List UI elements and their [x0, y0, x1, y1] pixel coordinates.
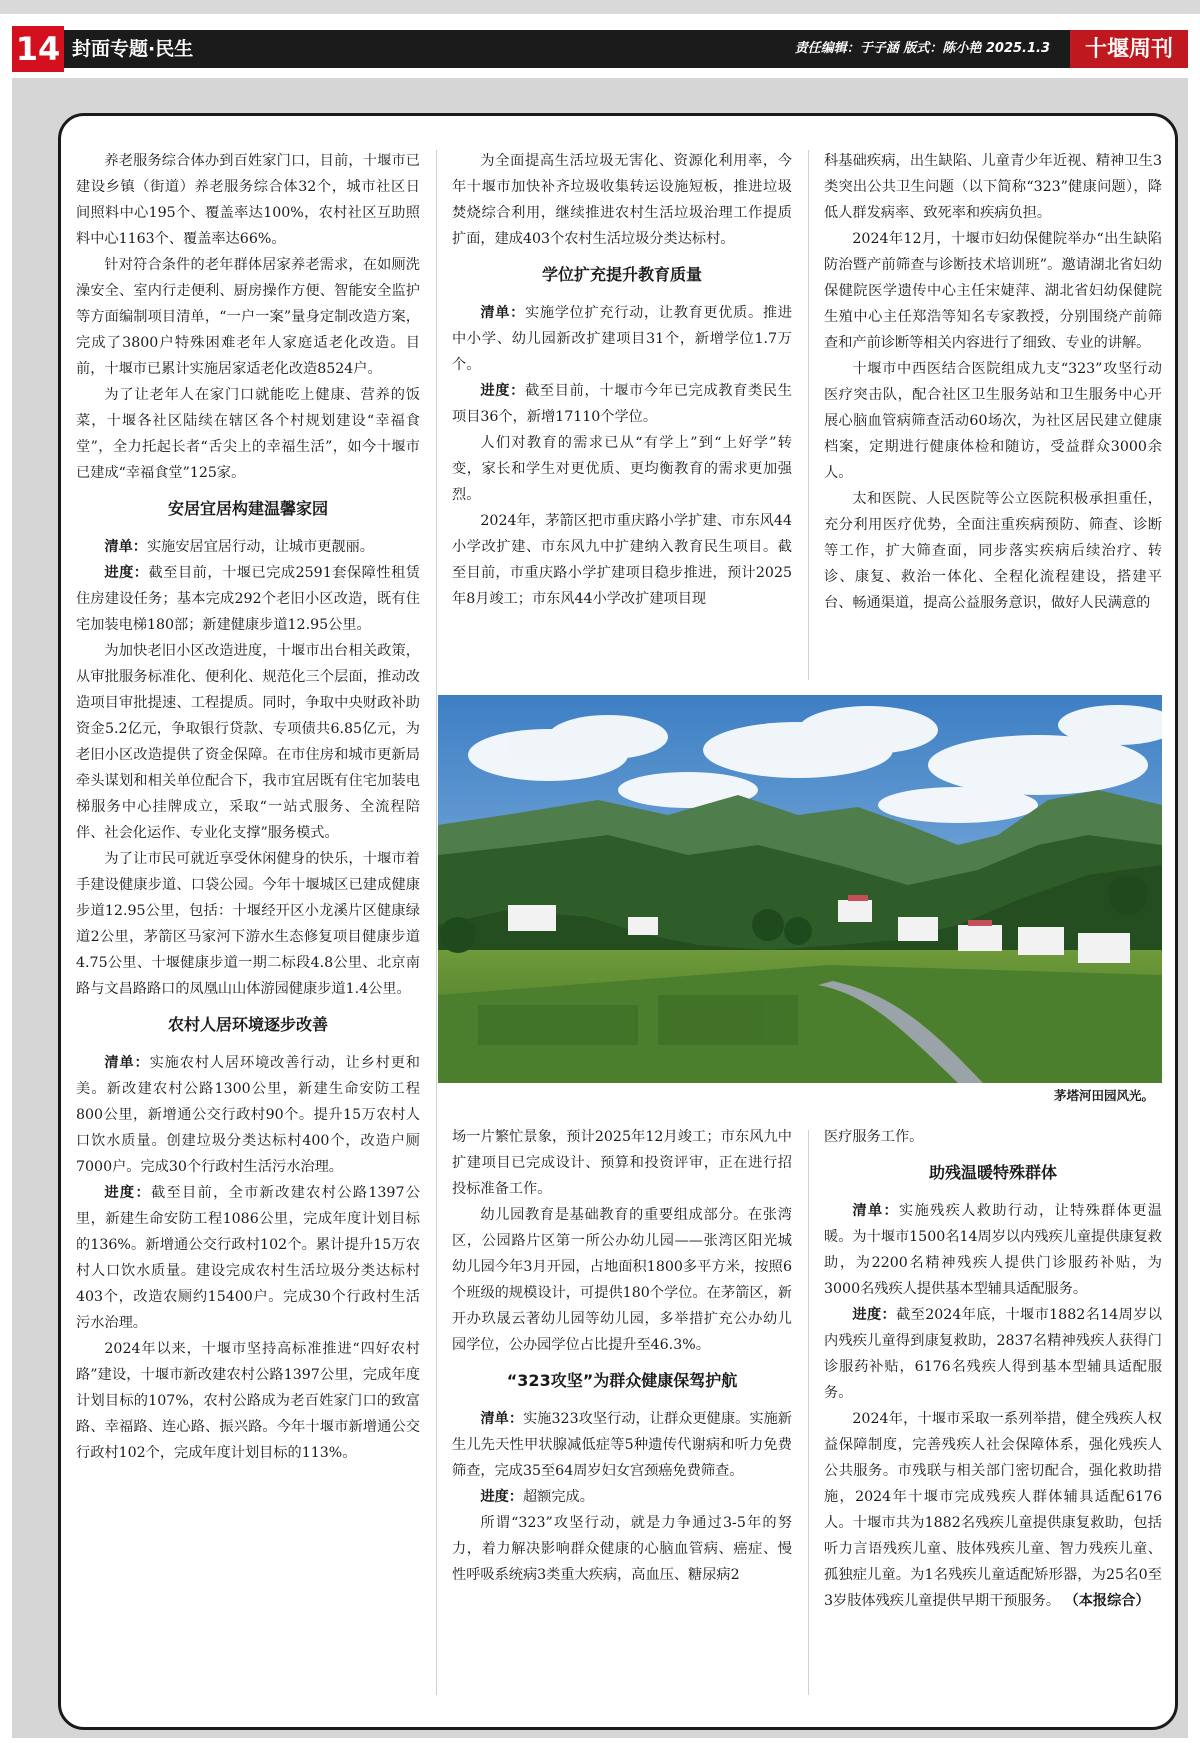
subheading-housing: 安居宜居构建温馨家园 [167, 499, 328, 518]
photo-caption: 茅塔河田园风光。 [1053, 1088, 1154, 1103]
paragraph: 科基础疾病，出生缺陷、儿童青少年近视、精神卫生3类突出公共卫生问题（以下简称“323”健康问题），降低人群发病率、致死率和疾病负担。 [824, 153, 1162, 221]
photo-illustration [438, 695, 1162, 1083]
paragraph: 为了让市民可就近享受休闲健身的快乐，十堰市着手建设健康步道、口袋公园。今年十堰城区已建成健康步道12.95公里，包括：十堰经开区小龙溪片区健康绿道2公里，茅箭区马家河下游水生态修复项目健康步道4.75公里、十堰健康步道一期二标段4.8公里、北京南路与文昌路路口的凤凰山山体游园健康步道1.4公里。 [76, 851, 420, 997]
progress-paragraph [452, 1484, 792, 1510]
progress-text: 截至目前，十堰市今年已完成教育类民生项目36个，新增17110个学位。 [452, 383, 792, 425]
progress-label: 进度： [104, 565, 149, 581]
list-text: 实施323攻坚行动，让群众更健康。实施新生儿先天性甲状腺减低症等5种遗传代谢病和听力免费筛查，完成35至64周岁妇女宫颈癌免费筛查。 [452, 1411, 792, 1479]
list-label: 清单： [480, 305, 525, 321]
paragraph: 为了让老年人在家门口就能吃上健康、营养的饭菜，十堰各社区陆续在辖区各个村规划建设“幸福食堂”，全力托起长者“舌尖上的幸福生活”，如今十堰市已建成“幸福食堂”125家。 [76, 387, 420, 481]
section-title: 封面专题·民生 [72, 38, 194, 60]
paragraph: 针对符合条件的老年群体居家养老需求，在如厕洗澡安全、室内行走便利、厨房操作方便、智能安全监护等方面编制项目清单，“一户一案”量身定制改造方案，完成了3800户特殊困难老年人家庭适老化改造。目前，十堰市已累计实施居家适老化改造8524户。 [76, 257, 420, 377]
paragraph-text: 2024年，十堰市采取一系列举措，健全残疾人权益保障制度，完善残疾人社会保障体系，强化残疾人公共服务。市残联与相关部门密切配合，强化救助措施，2024年十堰市完成残疾人群体辅具适配6176人。十堰市共为1882名残疾儿童提供康复救助，包括听力言语残疾儿童、肢体残疾儿童、智力残疾儿童、孤独症儿童。为1名残疾儿童适配矫形器，为25名0至3岁肢体残疾儿童提供早期干预服务。 [824, 1411, 1162, 1609]
page-number: 14 [12, 26, 64, 72]
paragraph: 幼儿园教育是基础教育的重要组成部分。在张湾区，公园路片区第一所公办幼儿园——张湾区阳光城幼儿园今年3月开园，占地面积1800多平方米，按照6个班级的规模设计，可提供180个学位。在茅箭区，新开办玖晟云著幼儿园等幼儿园，多举措扩充公办幼儿园学位，公办园学位占比提升至46.3%。 [452, 1207, 792, 1353]
subheading-health: “323攻坚”为群众健康保驾护航 [506, 1371, 738, 1390]
article-signature: （本报综合） [1064, 1593, 1150, 1609]
column-2-lower [452, 1124, 792, 1588]
subheading-rural: 农村人居环境逐步改善 [167, 1015, 328, 1034]
column-divider [436, 150, 437, 1695]
list-paragraph [452, 1406, 792, 1484]
paragraph: 2024年以来，十堰市坚持高标准推进“四好农村路”建设，十堰市新改建农村公路1397公里，完成年度计划目标的107%，农村公路成为老百姓家门口的致富路、幸福路、连心路、振兴路。今年十堰市新增通公交行政村102个，完成年度计划目标的113%。 [76, 1341, 420, 1461]
paragraph: 十堰市中西医结合医院组成九支“323”攻坚行动医疗突击队，配合社区卫生服务站和卫生服务中心开展心脑血管病筛查活动60场次，为社区居民建立健康档案，定期进行健康体检和随访，受益群众3000余人。 [824, 361, 1162, 481]
progress-paragraph [824, 1302, 1162, 1406]
list-text: 实施农村人居环境改善行动，让乡村更和美。新改建农村公路1300公里，新建生命安防工程800公里，新增通公交行政村90个。提升15万农村人口饮水质量。创建垃圾分类达标村400个，改造户厕7000户。完成30个行政村生活污水治理。 [76, 1055, 420, 1175]
list-label: 清单： [104, 539, 147, 555]
progress-text: 超额完成。 [522, 1489, 594, 1505]
list-paragraph [76, 534, 420, 560]
column-3-lower [824, 1124, 1162, 1614]
list-text: 实施残疾人救助行动，让特殊群体更温暖。为十堰市1500名14周岁以内残疾儿童提供康复救助，为2200名精神残疾人提供门诊服药补贴，为3000名残疾人提供基本型辅具适配服务。 [824, 1203, 1162, 1297]
column-2-upper [452, 148, 792, 612]
paragraph [824, 1406, 1162, 1614]
progress-text: 截至目前，十堰已完成2591套保障性租赁住房建设任务；基本完成292个老旧小区改造，既有住宅加装电梯180部；新建健康步道12.95公里。 [76, 565, 420, 633]
column-3-upper [824, 148, 1162, 616]
paragraph: 为全面提高生活垃圾无害化、资源化利用率，今年十堰市加快补齐垃圾收集转运设施短板，推进垃圾焚烧综合利用，继续推进农村生活垃圾治理工作提质扩面，建成403个农村生活垃圾分类达标村。 [452, 153, 792, 247]
paragraph: 人们对教育的需求已从“有学上”到“上好学”转变，家长和学生对更优质、更均衡教育的需求更加强烈。 [452, 435, 792, 503]
masthead-logo: 十堰周刊 [1070, 30, 1188, 68]
landscape-photo [438, 695, 1162, 1083]
paragraph: 2024年12月，十堰市妇幼保健院举办“出生缺陷防治暨产前筛查与诊断技术培训班”。邀请湖北省妇幼保健院医学遗传中心主任宋婕萍、湖北省妇幼保健院生殖中心主任郑浩等知名专家教授，分别围绕产前筛查和产前诊断等相关内容进行了细致、专业的讲解。 [824, 231, 1162, 351]
progress-paragraph [76, 1180, 420, 1336]
list-label: 清单： [480, 1411, 524, 1427]
column-1 [76, 148, 420, 1466]
editor-credits: 责任编辑：于子涵 版式：陈小艳 2025.1.3 [794, 41, 1050, 56]
list-label: 清单： [852, 1203, 900, 1219]
subheading-education: 学位扩充提升教育质量 [541, 265, 702, 284]
list-paragraph [452, 300, 792, 378]
list-text: 实施学位扩充行动，让教育更优质。推进中小学、幼儿园新改扩建项目31个，新增学位1.7万个。 [452, 305, 792, 373]
top-band [0, 0, 1200, 14]
list-paragraph [76, 1050, 420, 1180]
list-paragraph [824, 1198, 1162, 1302]
column-divider [808, 150, 809, 680]
progress-paragraph [76, 560, 420, 638]
paragraph: 医疗服务工作。 [824, 1129, 924, 1145]
progress-text: 截至目前，全市新改建农村公路1397公里，新建生命安防工程1086公里，完成年度计划目标的136%。新增通公交行政村102个。累计提升15万农村人口饮水质量。建设完成农村生活垃圾分类达标村403个，改造农厕约15400户。完成30个行政村生活污水治理。 [76, 1185, 420, 1331]
progress-label: 进度： [852, 1307, 897, 1323]
list-label: 清单： [104, 1055, 150, 1071]
paragraph: 2024年，茅箭区把市重庆路小学扩建、市东风44小学改扩建、市东风九中扩建纳入教育民生项目。截至目前，市重庆路小学扩建项目稳步推进，预计2025年8月竣工；市东风44小学改扩建项目现 [452, 513, 792, 607]
column-divider [808, 1130, 809, 1695]
progress-label: 进度： [480, 1489, 523, 1505]
paragraph: 场一片繁忙景象，预计2025年12月竣工；市东风九中扩建项目已完成设计、预算和投资评审，正在进行招投标准备工作。 [452, 1129, 792, 1197]
progress-paragraph [452, 378, 792, 430]
paragraph: 太和医院、人民医院等公立医院积极承担重任，充分利用医疗优势，全面注重疾病预防、筛查、诊断等工作，扩大筛查面，同步落实疾病后续治疗、转诊、康复、救治一体化、全程化流程建设，搭建平台、畅通渠道，提高公益服务意识，做好人民满意的 [824, 491, 1162, 611]
progress-label: 进度： [104, 1185, 151, 1201]
paragraph: 养老服务综合体办到百姓家门口，目前，十堰市已建设乡镇（街道）养老服务综合体32个，城市社区日间照料中心195个、覆盖率达100%，农村社区互助照料中心1163个、覆盖率达66%。 [76, 153, 420, 247]
list-text: 实施安居宜居行动，让城市更靓丽。 [146, 539, 374, 555]
paragraph: 所谓“323”攻坚行动，就是力争通过3-5年的努力，着力解决影响群众健康的心脑血管病、癌症、慢性呼吸系统病3类重大疾病，高血压、糖尿病2 [452, 1515, 792, 1583]
progress-text: 截至2024年底，十堰市1882名14周岁以内残疾儿童得到康复救助，2837名精神残疾人获得门诊服药补贴，6176名残疾人得到基本型辅具适配服务。 [824, 1307, 1162, 1401]
progress-label: 进度： [480, 383, 525, 399]
subheading-disability: 助残温暖特殊群体 [928, 1163, 1057, 1182]
paragraph: 为加快老旧小区改造进度，十堰市出台相关政策，从审批服务标准化、便利化、规范化三个层面，推动改造项目审批提速、工程提质。同时，争取中央财政补助资金5.2亿元，争取银行贷款、专项债共6.85亿元，为老旧小区改造提供了资金保障。在市住房和城市更新局牵头谋划和相关单位配合下，我市宜居既有住宅加装电梯服务中心挂牌成立，采取“一站式服务、全流程陪伴、社会化运作、专业化支撑”服务模式。 [76, 643, 420, 841]
